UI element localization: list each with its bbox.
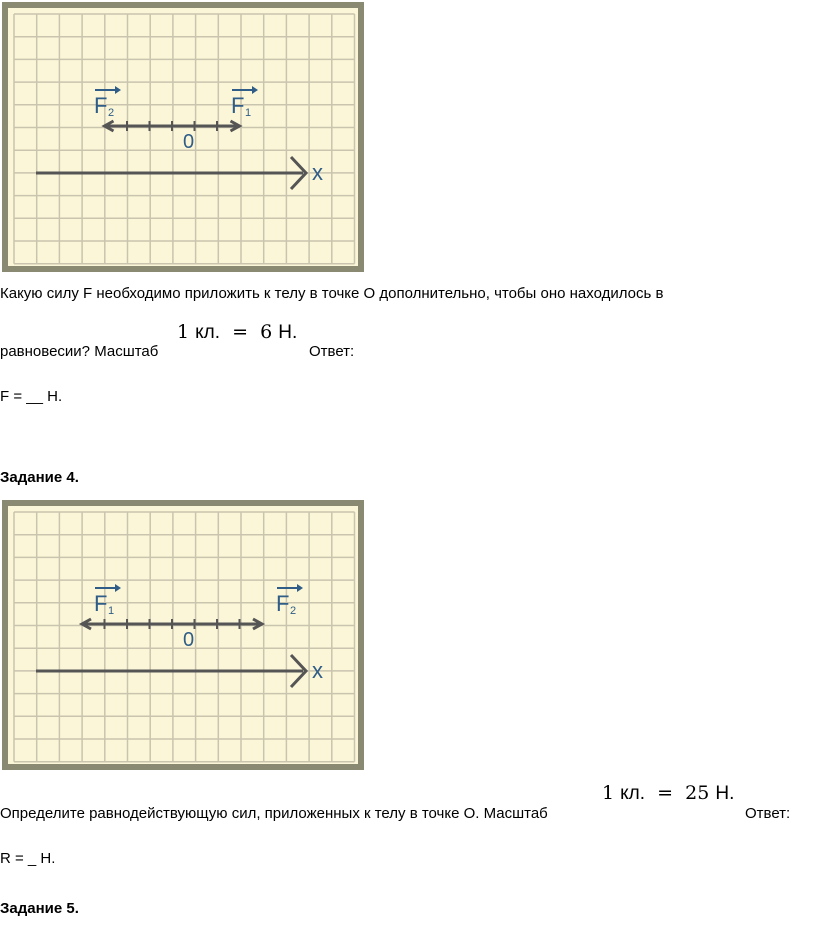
x-axis-label: x bbox=[312, 658, 323, 683]
task-5-heading: Задание 5. bbox=[0, 900, 79, 917]
question-3-line1: Какую силу F необходимо приложить к телу в точке О дополнительно, чтобы оно находилось в bbox=[0, 285, 664, 302]
vector-letter: F bbox=[231, 93, 245, 118]
force-diagram-2 bbox=[0, 498, 368, 774]
origin-label: 0 bbox=[183, 629, 195, 651]
answer-line-4: R = _ Н. bbox=[0, 850, 56, 867]
origin-label: 0 bbox=[183, 131, 195, 153]
vector-letter: F bbox=[94, 93, 108, 118]
vector-letter: F bbox=[276, 591, 290, 616]
answer-label-3: Ответ: bbox=[309, 343, 355, 360]
vector-subscript: 1 bbox=[245, 107, 252, 119]
vector-letter: F bbox=[94, 591, 108, 616]
vector-subscript: 1 bbox=[108, 605, 115, 617]
x-axis-label: x bbox=[312, 160, 323, 185]
question-3-line2: равновесии? Масштаб bbox=[0, 343, 159, 360]
vector-subscript: 2 bbox=[290, 605, 297, 617]
question-4-line: Определите равнодействующую сил, приложенных к телу в точке О. Масштаб bbox=[0, 805, 548, 822]
scale-formula-2: 1 кл. = 25 Н. bbox=[602, 782, 735, 804]
answer-label-4: Ответ: bbox=[745, 805, 791, 822]
vector-subscript: 2 bbox=[108, 107, 115, 119]
task-4-heading: Задание 4. bbox=[0, 469, 79, 486]
scale-formula-1: 1 кл. = 6 Н. bbox=[177, 321, 298, 343]
answer-line-3: F = __ Н. bbox=[0, 388, 63, 405]
force-diagram-1 bbox=[0, 0, 368, 276]
